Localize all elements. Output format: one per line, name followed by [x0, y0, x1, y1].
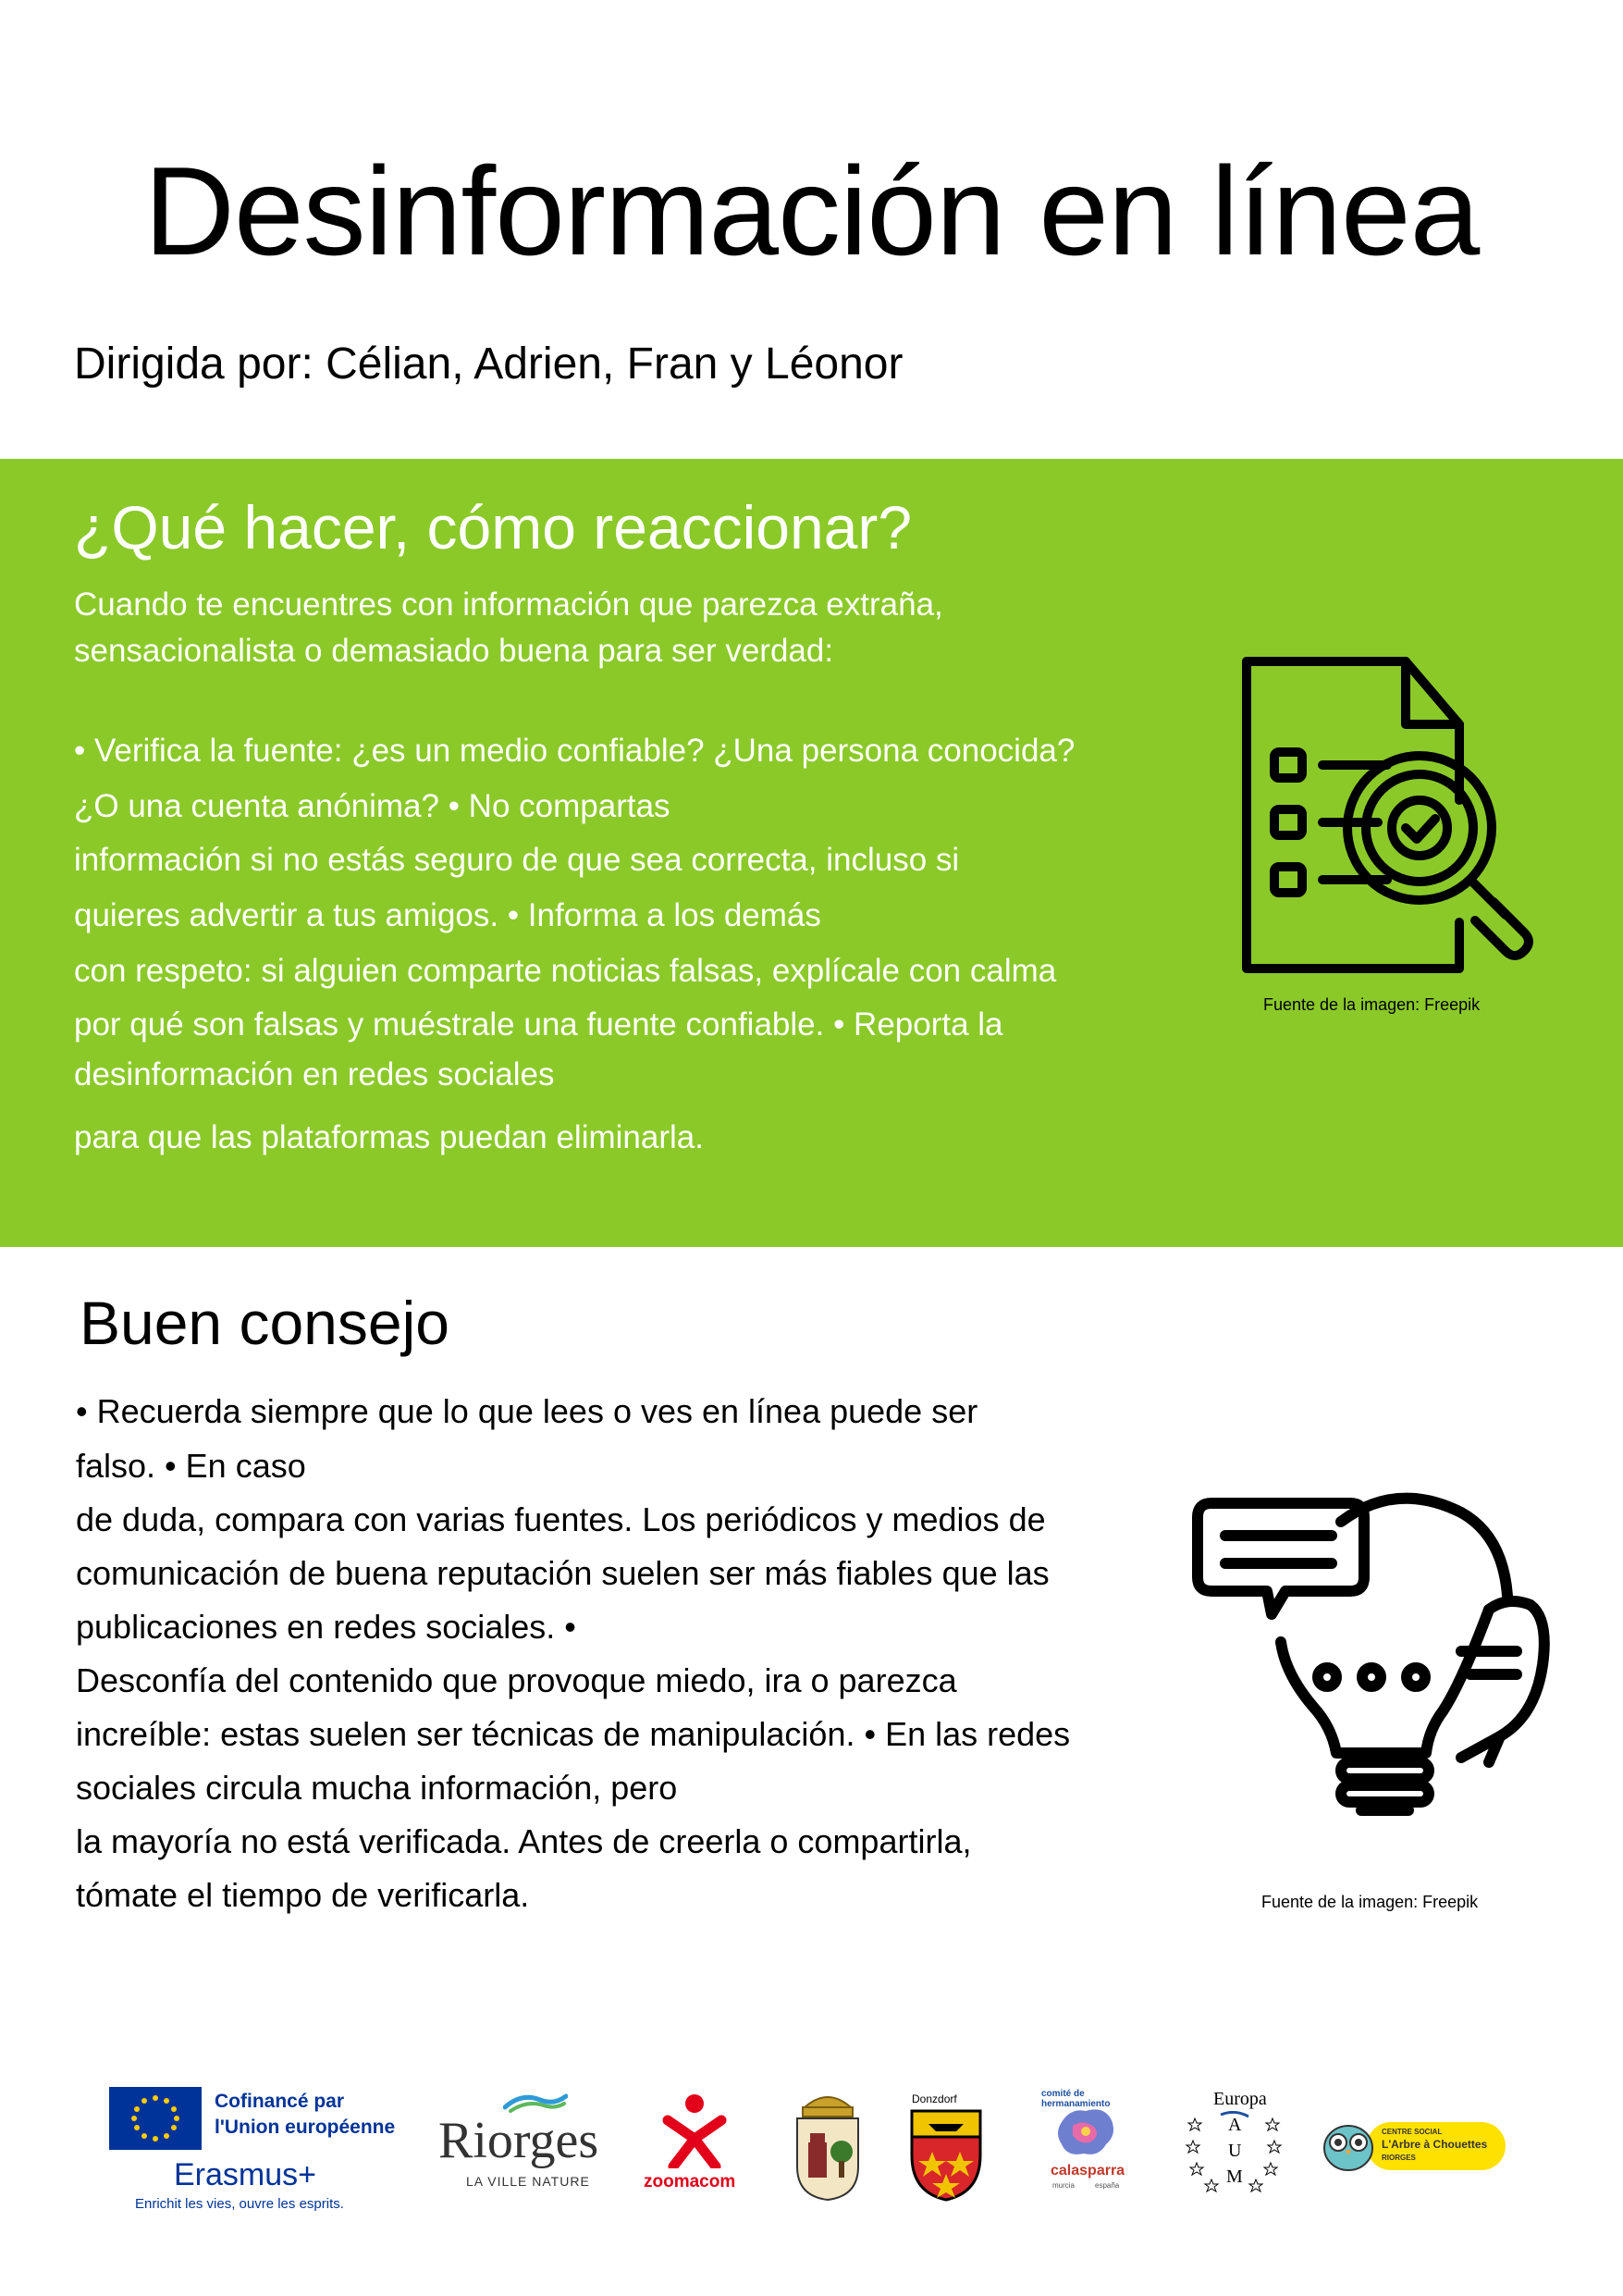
- owl-icon: [1321, 2120, 1378, 2172]
- europa-aum-logo: [1184, 2089, 1287, 2203]
- calasparra-sub1: murcia: [1052, 2181, 1076, 2190]
- lightbulb-chat-icon: [1184, 1485, 1572, 1836]
- advice-line: falso. • En caso: [76, 1447, 306, 1485]
- erasmus-tagline: Enrichit les vies, ouvre les esprits.: [135, 2196, 344, 2212]
- advice-line: increíble: estas suelen ser técnicas de manipulación. • En las redes: [76, 1715, 1071, 1753]
- zoomacom-text: zoomacom: [644, 2172, 736, 2191]
- image-caption: Fuente de la imagen: Freepik: [1261, 1893, 1479, 1911]
- donzdorf-logo: [908, 2092, 984, 2203]
- advice-line: la mayoría no está verificada. Antes de creerla o compartirla,: [76, 1822, 972, 1860]
- advice-line: Desconfía del contenido que provoque miedo, ira o parezca: [76, 1661, 957, 1699]
- advice-heading: Buen consejo: [80, 1289, 449, 1357]
- react-line: quieres advertir a tus amigos. • Informa a los demás: [74, 897, 821, 933]
- calasparra-text: calasparra: [1051, 2163, 1125, 2179]
- europa-letter: A: [1228, 2115, 1242, 2135]
- europa-letter: U: [1228, 2141, 1242, 2161]
- react-line: con respeto: si alguien comparte noticias falsas, explícale con calma: [74, 953, 1057, 989]
- arbre-line3: RIORGES: [1382, 2154, 1416, 2162]
- react-line: • Verifica la fuente: ¿es un medio confiable? ¿Una persona conocida?: [74, 733, 1076, 769]
- riorges-logo: [438, 2091, 620, 2192]
- donzdorf-shield-icon: [908, 2107, 984, 2202]
- erasmus-logo: [109, 2087, 396, 2216]
- advice-line: publicaciones en redes sociales. •: [76, 1608, 576, 1646]
- checklist-magnifier-icon: [1230, 652, 1563, 981]
- europa-letter: M: [1226, 2166, 1243, 2187]
- arbre-line2: L'Arbre à Chouettes: [1382, 2138, 1488, 2151]
- coat-of-arms-icon: [792, 2087, 864, 2202]
- arbre-line1: CENTRE SOCIAL: [1382, 2128, 1443, 2136]
- calasparra-top-text: comité de hermanamiento: [1041, 2089, 1111, 2109]
- react-line: información si no estás seguro de que sea correcta, incluso si: [74, 842, 960, 878]
- react-line: para que las plataformas puedan eliminarla.: [74, 1119, 704, 1155]
- erasmus-text: Erasmus+: [174, 2157, 316, 2192]
- react-line: Cuando te encuentres con información que parezca extraña,: [74, 586, 943, 623]
- advice-line: sociales circula mucha información, pero: [76, 1769, 678, 1807]
- europa-text: Europa: [1213, 2089, 1267, 2109]
- donzdorf-text: Donzdorf: [912, 2092, 957, 2105]
- zoomacom-figure-icon: [662, 2092, 727, 2168]
- advice-line: • Recuerda siempre que lo que lees o ves en línea puede ser: [76, 1392, 978, 1430]
- advice-line: tómate el tiempo de verificarla.: [76, 1876, 530, 1914]
- eu-union-text: l'Union européenne: [215, 2117, 396, 2138]
- react-line: sensacionalista o demasiado buena para ser verdad:: [74, 633, 834, 669]
- calasparra-sub2: españa: [1095, 2181, 1120, 2190]
- react-line: desinformación en redes sociales: [74, 1056, 555, 1092]
- riorges-wave-icon: [503, 2091, 568, 2113]
- eu-cofinance-text: Cofinancé par: [215, 2091, 345, 2112]
- calasparra-logo: [1039, 2089, 1132, 2192]
- react-line: ¿O una cuenta anónima? • No compartas: [74, 788, 670, 824]
- react-line: por qué son falsas y muéstrale una fuente confiable. • Reporta la: [74, 1006, 1003, 1043]
- page-subtitle: Dirigida por: Célian, Adrien, Fran y Léonor: [74, 339, 904, 389]
- advice-line: de duda, compara con varias fuentes. Los periódicos y medios de: [76, 1500, 1046, 1538]
- arbre-a-chouettes-logo: [1321, 2120, 1509, 2172]
- riorges-text: Riorges: [438, 2112, 599, 2169]
- riorges-tagline: LA VILLE NATURE: [466, 2174, 590, 2189]
- page-title: Desinformación en línea: [143, 141, 1480, 281]
- europe-map-icon: [1052, 2104, 1119, 2161]
- eu-flag-icon: [109, 2087, 202, 2150]
- zoomacom-logo: [644, 2092, 745, 2200]
- advice-line: comunicación de buena reputación suelen ser más fiables que las: [76, 1554, 1050, 1592]
- image-caption: Fuente de la imagen: Freepik: [1263, 995, 1481, 1014]
- react-heading: ¿Qué hacer, cómo reaccionar?: [74, 493, 913, 562]
